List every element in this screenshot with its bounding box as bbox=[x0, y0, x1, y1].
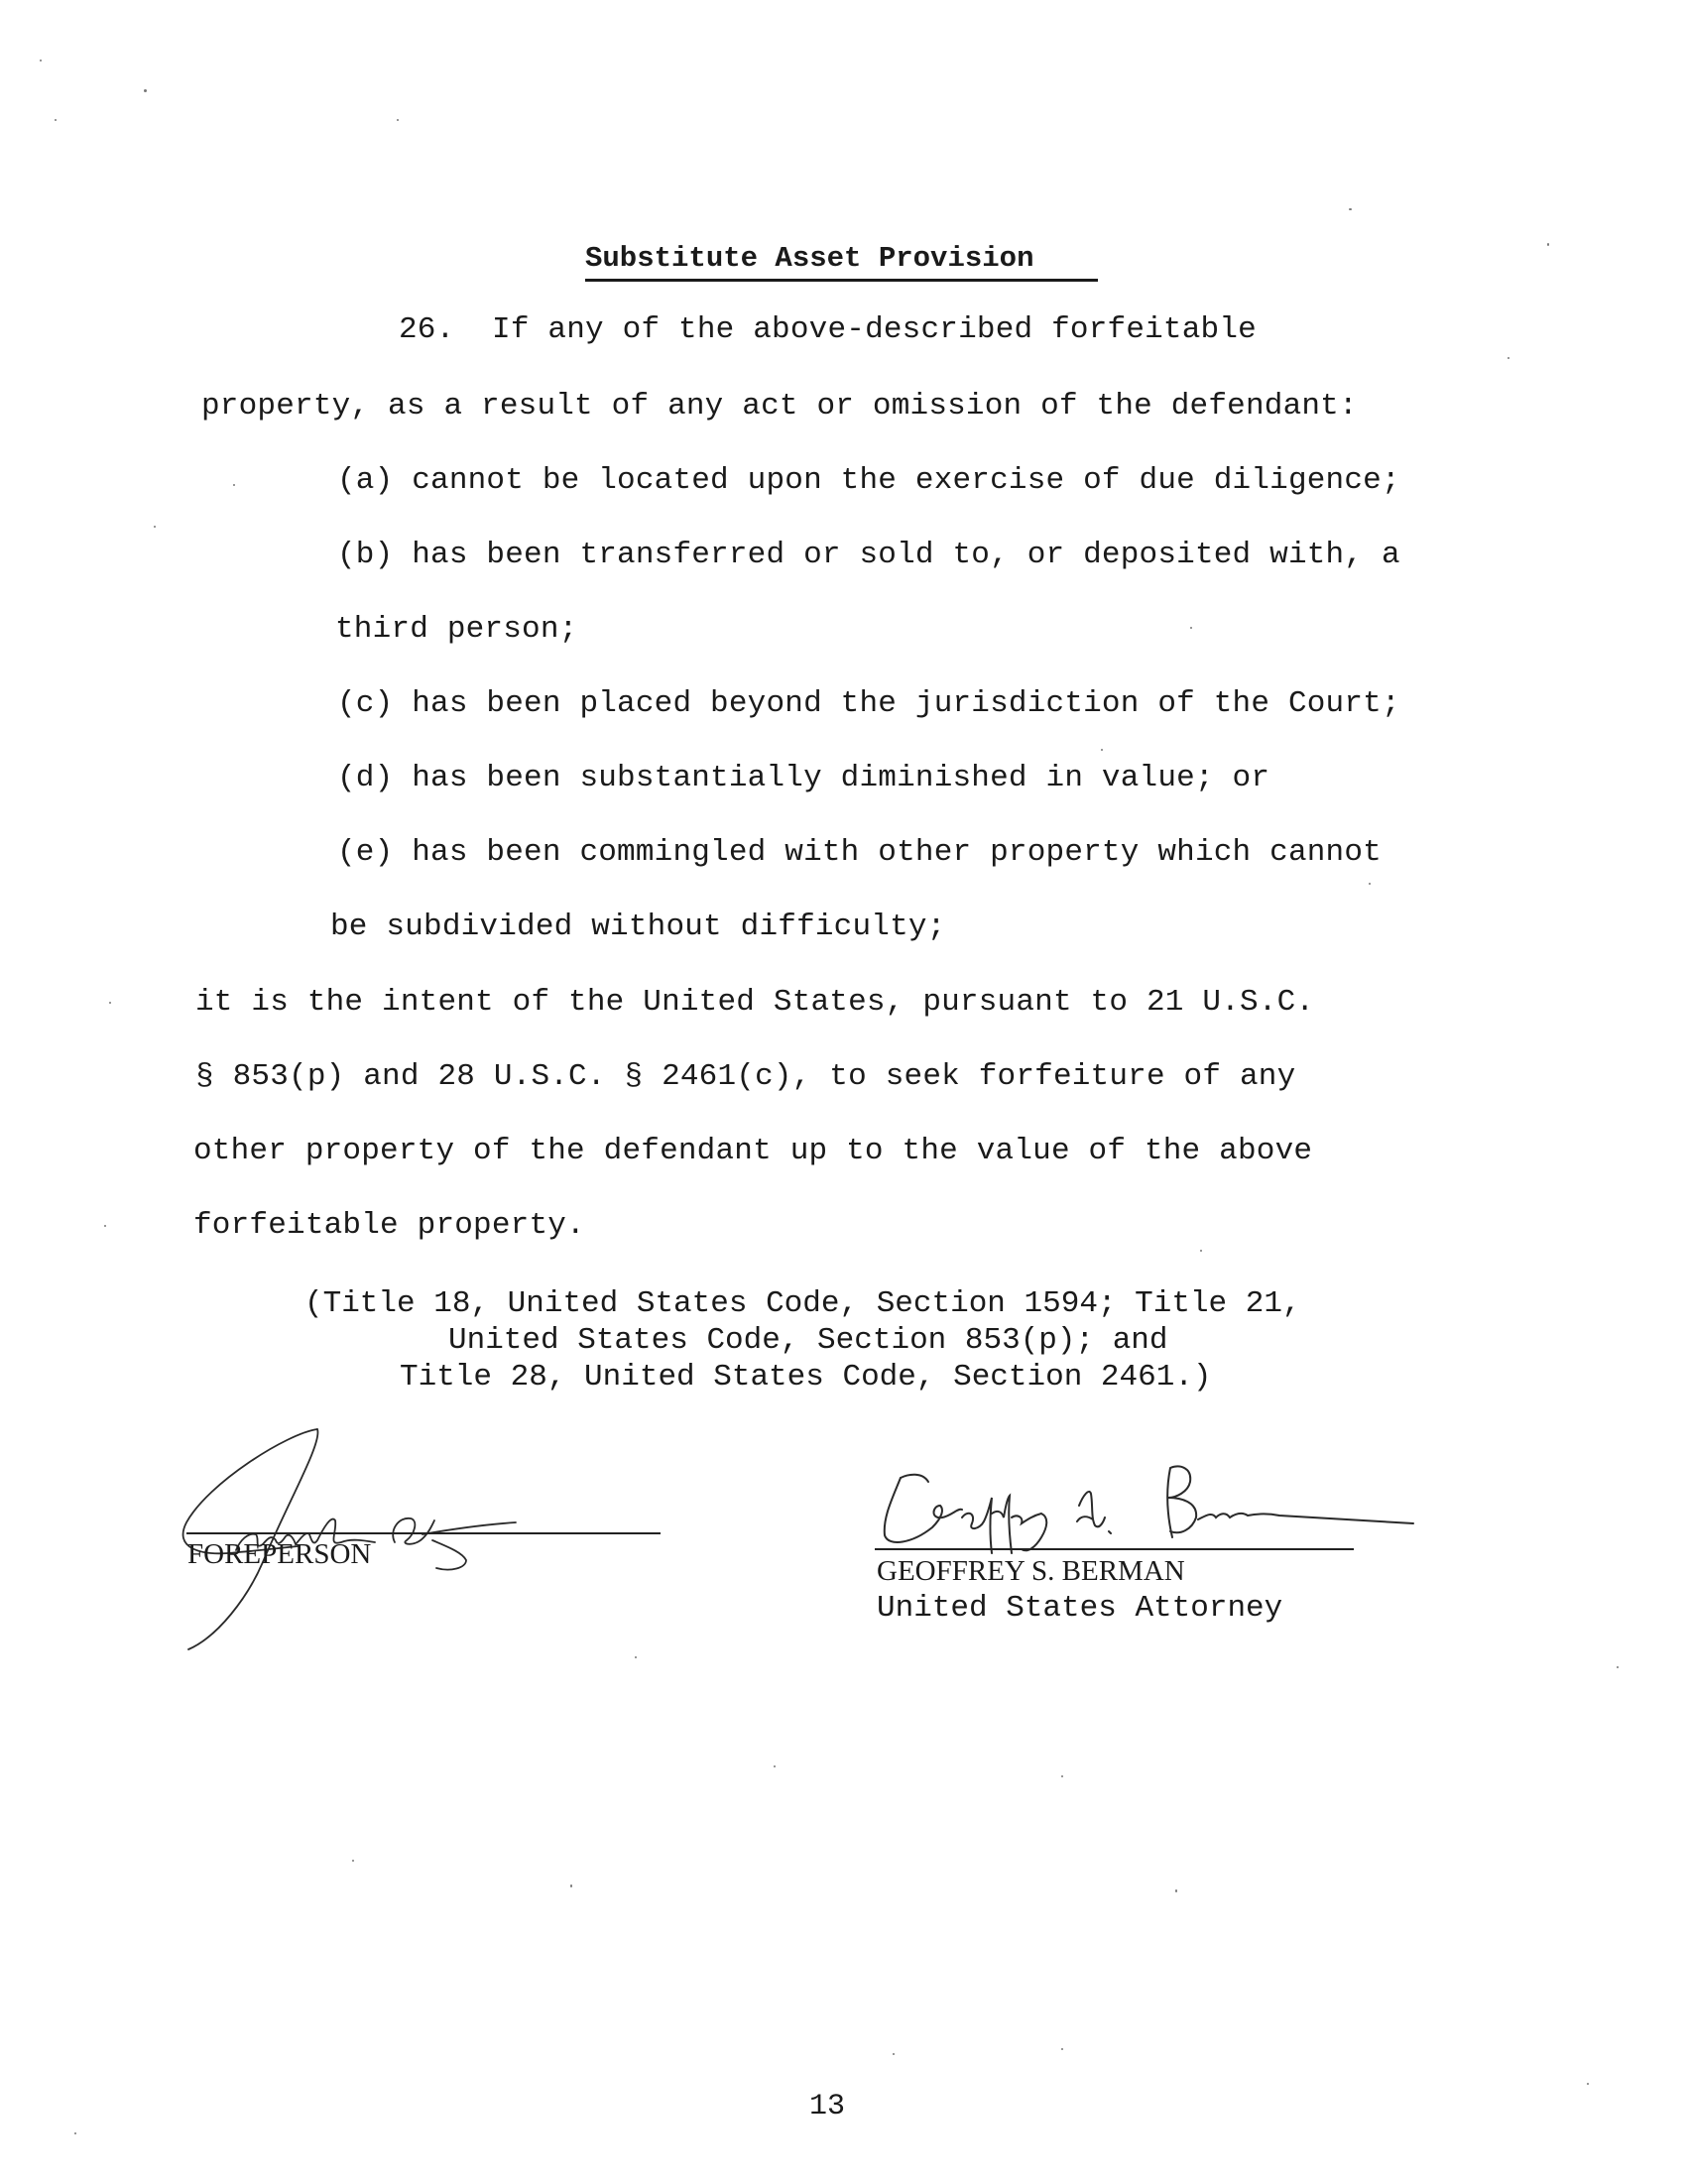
citation-line: Title 28, United States Code, Section 2461.) bbox=[400, 1360, 1212, 1395]
scan-speck bbox=[1061, 1775, 1063, 1777]
paragraph-lead: 26. If any of the above-described forfeitable bbox=[399, 312, 1257, 347]
scan-speck bbox=[40, 60, 42, 61]
scan-speck bbox=[154, 526, 156, 528]
conclusion-line: other property of the defendant up to the value of the above bbox=[193, 1134, 1313, 1168]
scan-speck bbox=[109, 1002, 111, 1004]
section-title-underline bbox=[585, 279, 1098, 282]
conclusion-line: it is the intent of the United States, pursuant to 21 U.S.C. bbox=[195, 985, 1315, 1020]
page-number: 13 bbox=[809, 2090, 846, 2123]
scan-speck bbox=[397, 119, 399, 121]
scan-speck bbox=[1617, 1666, 1619, 1668]
scan-speck bbox=[893, 2053, 895, 2055]
scan-speck bbox=[1349, 208, 1352, 210]
list-item-b: (b) has been transferred or sold to, or deposited with, a bbox=[337, 538, 1400, 572]
scan-speck bbox=[1369, 883, 1371, 885]
citation-line: United States Code, Section 853(p); and bbox=[448, 1323, 1168, 1358]
scan-speck bbox=[144, 89, 147, 92]
scan-speck bbox=[1101, 749, 1103, 751]
list-item-e: (e) has been commingled with other property which cannot bbox=[337, 835, 1382, 870]
conclusion-line: § 853(p) and 28 U.S.C. § 2461(c), to seek forfeiture of any bbox=[195, 1059, 1296, 1094]
attorney-signature-icon bbox=[873, 1458, 1428, 1567]
scan-speck bbox=[1547, 243, 1549, 246]
scan-speck bbox=[570, 1884, 572, 1887]
scan-speck bbox=[233, 484, 235, 486]
conclusion-line: forfeitable property. bbox=[193, 1208, 585, 1243]
scan-speck bbox=[1190, 627, 1192, 629]
scan-speck bbox=[74, 2132, 76, 2134]
scan-speck bbox=[352, 1860, 354, 1862]
scan-speck bbox=[635, 1656, 637, 1658]
scan-speck bbox=[55, 119, 57, 121]
scan-speck bbox=[1587, 2083, 1589, 2085]
attorney-name: GEOFFREY S. BERMAN bbox=[877, 1555, 1185, 1587]
paragraph-continuation: property, as a result of any act or omission of the defendant: bbox=[201, 389, 1358, 424]
list-item-b-continuation: third person; bbox=[335, 612, 578, 647]
scan-speck bbox=[774, 1765, 776, 1767]
foreperson-signature-line bbox=[186, 1532, 661, 1534]
list-item-e-continuation: be subdivided without difficulty; bbox=[330, 910, 946, 944]
list-item-c: (c) has been placed beyond the jurisdiction of the Court; bbox=[337, 686, 1400, 721]
attorney-signature-line bbox=[875, 1548, 1354, 1550]
section-title: Substitute Asset Provision bbox=[585, 242, 1034, 275]
scan-speck bbox=[104, 1225, 106, 1227]
attorney-title: United States Attorney bbox=[877, 1591, 1283, 1626]
scan-speck bbox=[1175, 1889, 1177, 1892]
scan-speck bbox=[1061, 2048, 1063, 2050]
foreperson-label: FOREPERSON bbox=[187, 1538, 372, 1570]
scan-speck bbox=[1508, 357, 1509, 359]
list-item-d: (d) has been substantially diminished in value; or bbox=[337, 761, 1270, 795]
citation-line: (Title 18, United States Code, Section 1594; Title 21, bbox=[304, 1286, 1301, 1321]
list-item-a: (a) cannot be located upon the exercise of due diligence; bbox=[337, 463, 1400, 498]
scan-speck bbox=[1200, 1250, 1202, 1252]
